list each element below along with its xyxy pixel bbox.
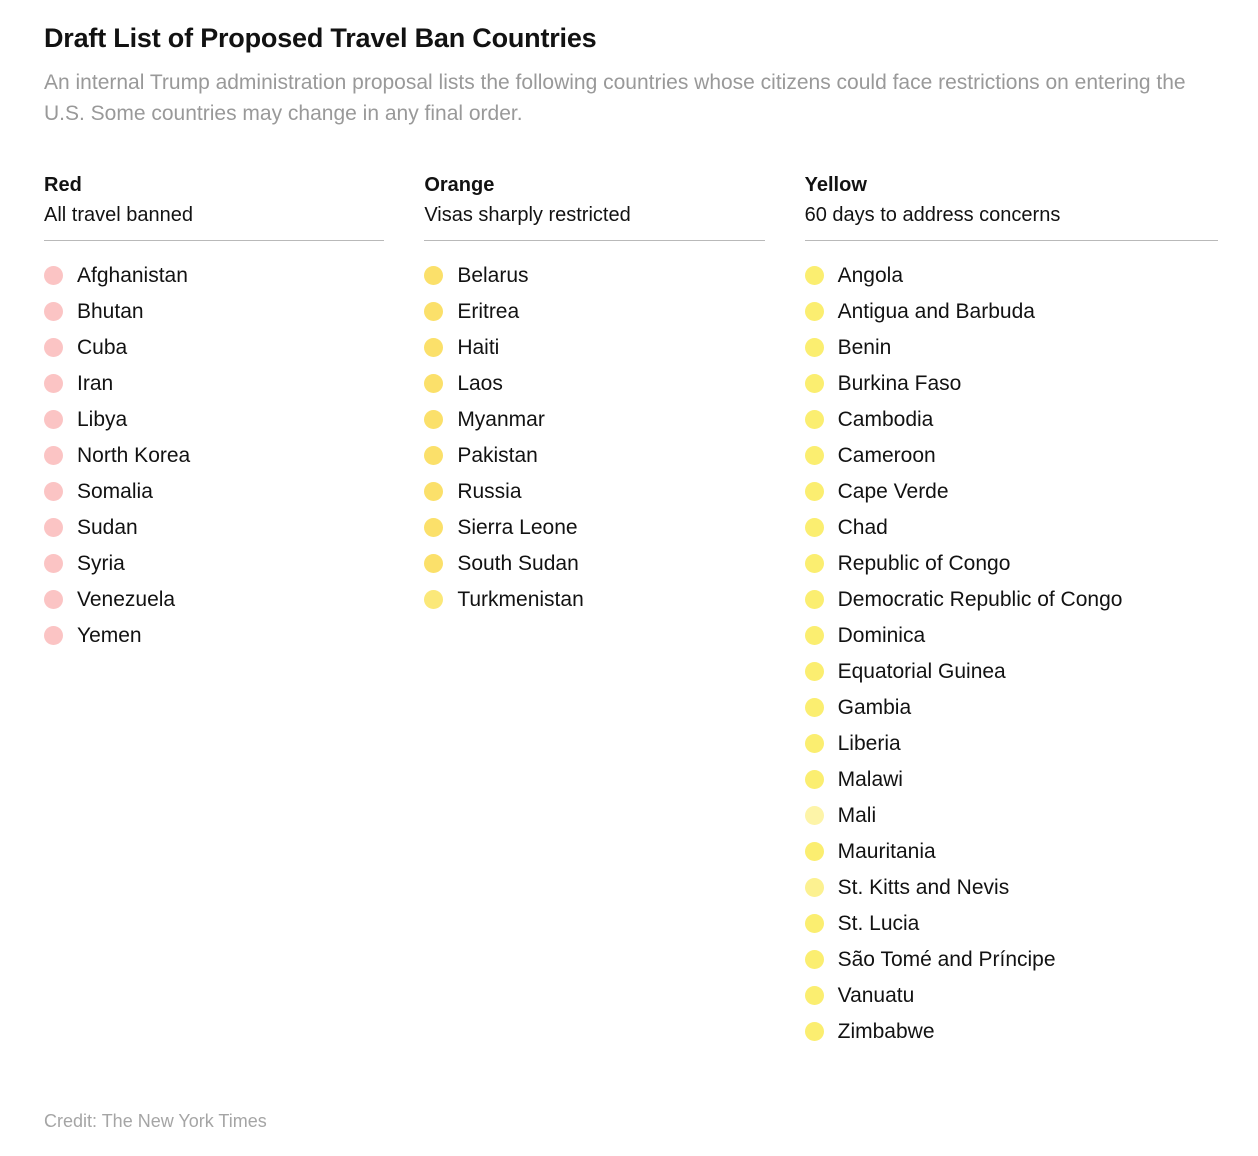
status-dot-icon <box>805 446 824 465</box>
status-dot-icon <box>805 734 824 753</box>
country-label: Vanuatu <box>837 983 915 1007</box>
country-label: Iran <box>77 371 114 395</box>
list-item <box>805 941 1218 977</box>
list-item <box>805 365 1218 401</box>
country-label: Chad <box>837 515 888 539</box>
list-item <box>805 257 1218 293</box>
list-item <box>44 401 384 437</box>
list-item <box>44 329 384 365</box>
category-subtitle-yellow: 60 days to address concerns <box>804 204 1061 227</box>
status-dot-icon <box>44 626 63 645</box>
list-item <box>44 581 384 617</box>
list-item <box>44 257 384 293</box>
country-label: Yemen <box>77 623 142 647</box>
list-item <box>805 581 1218 617</box>
country-label: St. Kitts and Nevis <box>837 875 1010 899</box>
divider-yellow <box>805 240 1218 241</box>
category-subtitle-red: All travel banned <box>44 204 193 227</box>
country-label: Turkmenistan <box>457 587 584 611</box>
list-item <box>424 473 764 509</box>
status-dot-icon <box>44 266 63 285</box>
list-item <box>424 581 764 617</box>
country-label: Bhutan <box>77 299 144 323</box>
country-label: Zimbabwe <box>837 1019 935 1043</box>
status-dot-icon <box>805 986 824 1005</box>
country-label: Pakistan <box>457 443 538 467</box>
status-dot-icon <box>424 554 443 573</box>
status-dot-icon <box>424 374 443 393</box>
country-label: Laos <box>457 371 503 395</box>
page-title: Draft List of Proposed Travel Ban Countries <box>44 23 597 53</box>
status-dot-icon <box>424 338 443 357</box>
country-label: Myanmar <box>457 407 545 431</box>
country-label: Sierra Leone <box>457 515 578 539</box>
list-item <box>805 833 1218 869</box>
list-item <box>44 365 384 401</box>
status-dot-icon <box>44 518 63 537</box>
status-dot-icon <box>805 482 824 501</box>
list-item <box>44 617 384 653</box>
list-item <box>805 329 1218 365</box>
country-label: Gambia <box>837 695 912 719</box>
country-label: Republic of Congo <box>837 551 1011 575</box>
country-label: Sudan <box>77 515 138 539</box>
status-dot-icon <box>805 698 824 717</box>
category-column-red <box>44 173 424 653</box>
list-item <box>805 689 1218 725</box>
status-dot-icon <box>805 770 824 789</box>
status-dot-icon <box>805 410 824 429</box>
country-list-yellow <box>805 257 1218 1049</box>
status-dot-icon <box>805 842 824 861</box>
category-title-yellow: Yellow <box>804 174 867 197</box>
country-label: Venezuela <box>77 587 176 611</box>
credit-line: Credit: The New York Times <box>44 1111 267 1131</box>
list-item <box>44 545 384 581</box>
status-dot-icon <box>44 338 63 357</box>
country-label: Cameroon <box>837 443 936 467</box>
list-item <box>805 869 1218 905</box>
country-label: Dominica <box>837 623 926 647</box>
page-subtitle: An internal Trump administration proposal lists the following countries whose citizens could face restrictions on entering the U.S. Some countries may change in any final order. <box>44 71 1186 125</box>
status-dot-icon <box>424 410 443 429</box>
country-label: Syria <box>77 551 125 575</box>
country-label: South Sudan <box>457 551 579 575</box>
country-label: Afghanistan <box>77 263 188 287</box>
list-item <box>805 401 1218 437</box>
list-item <box>805 725 1218 761</box>
status-dot-icon <box>424 446 443 465</box>
country-label: Mauritania <box>837 839 936 863</box>
status-dot-icon <box>805 374 824 393</box>
country-label: Burkina Faso <box>837 371 962 395</box>
list-item <box>424 437 764 473</box>
country-label: Haiti <box>457 335 500 359</box>
status-dot-icon <box>44 554 63 573</box>
country-label: Equatorial Guinea <box>837 659 1006 683</box>
country-label: Cuba <box>77 335 128 359</box>
status-dot-icon <box>805 878 824 897</box>
status-dot-icon <box>805 914 824 933</box>
category-columns <box>44 173 1218 1049</box>
list-item <box>805 509 1218 545</box>
category-title-red: Red <box>44 174 82 197</box>
list-item <box>805 473 1218 509</box>
category-subtitle-orange: Visas sharply restricted <box>424 204 631 227</box>
country-label: Democratic Republic of Congo <box>837 587 1123 611</box>
status-dot-icon <box>805 1022 824 1041</box>
list-item <box>424 509 764 545</box>
status-dot-icon <box>44 410 63 429</box>
list-item <box>805 905 1218 941</box>
list-item <box>805 437 1218 473</box>
status-dot-icon <box>424 266 443 285</box>
list-item <box>805 293 1218 329</box>
status-dot-icon <box>44 482 63 501</box>
category-title-orange: Orange <box>424 174 495 197</box>
status-dot-icon <box>44 446 63 465</box>
category-column-yellow <box>805 173 1218 1049</box>
divider-orange <box>424 240 764 241</box>
list-item <box>424 401 764 437</box>
list-item <box>44 473 384 509</box>
list-item <box>424 329 764 365</box>
country-list-orange <box>424 257 764 617</box>
country-label: Russia <box>457 479 522 503</box>
status-dot-icon <box>424 482 443 501</box>
country-label: Cambodia <box>837 407 934 431</box>
divider-red <box>44 240 384 241</box>
list-item <box>44 293 384 329</box>
status-dot-icon <box>805 518 824 537</box>
category-column-orange <box>424 173 804 617</box>
list-item <box>424 293 764 329</box>
status-dot-icon <box>805 302 824 321</box>
country-label: North Korea <box>77 443 191 467</box>
country-label: Belarus <box>457 263 529 287</box>
country-label: Cape Verde <box>837 479 949 503</box>
country-label: St. Lucia <box>837 911 920 935</box>
country-label: Somalia <box>77 479 153 503</box>
country-list-red <box>44 257 384 653</box>
list-item <box>805 545 1218 581</box>
list-item <box>44 509 384 545</box>
status-dot-icon <box>805 554 824 573</box>
country-label: Malawi <box>837 767 903 791</box>
status-dot-icon <box>805 266 824 285</box>
status-dot-icon <box>805 662 824 681</box>
country-label: Benin <box>837 335 892 359</box>
country-label: Angola <box>837 263 904 287</box>
list-item <box>805 1013 1218 1049</box>
country-label: Mali <box>837 803 877 827</box>
status-dot-icon <box>44 590 63 609</box>
status-dot-icon <box>424 518 443 537</box>
status-dot-icon <box>805 950 824 969</box>
country-label: Antigua and Barbuda <box>837 299 1035 323</box>
list-item <box>424 365 764 401</box>
list-item <box>805 653 1218 689</box>
status-dot-icon <box>424 302 443 321</box>
status-dot-icon <box>805 590 824 609</box>
status-dot-icon <box>44 302 63 321</box>
status-dot-icon <box>424 590 443 609</box>
status-dot-icon <box>805 338 824 357</box>
list-item <box>805 797 1218 833</box>
country-label: Eritrea <box>457 299 520 323</box>
status-dot-icon <box>805 806 824 825</box>
country-label: São Tomé and Príncipe <box>837 947 1056 971</box>
list-item <box>424 257 764 293</box>
country-label: Libya <box>77 407 128 431</box>
list-item <box>805 617 1218 653</box>
list-item <box>805 761 1218 797</box>
list-item <box>44 437 384 473</box>
status-dot-icon <box>44 374 63 393</box>
list-item <box>805 977 1218 1013</box>
status-dot-icon <box>805 626 824 645</box>
list-item <box>424 545 764 581</box>
country-label: Liberia <box>837 731 901 755</box>
